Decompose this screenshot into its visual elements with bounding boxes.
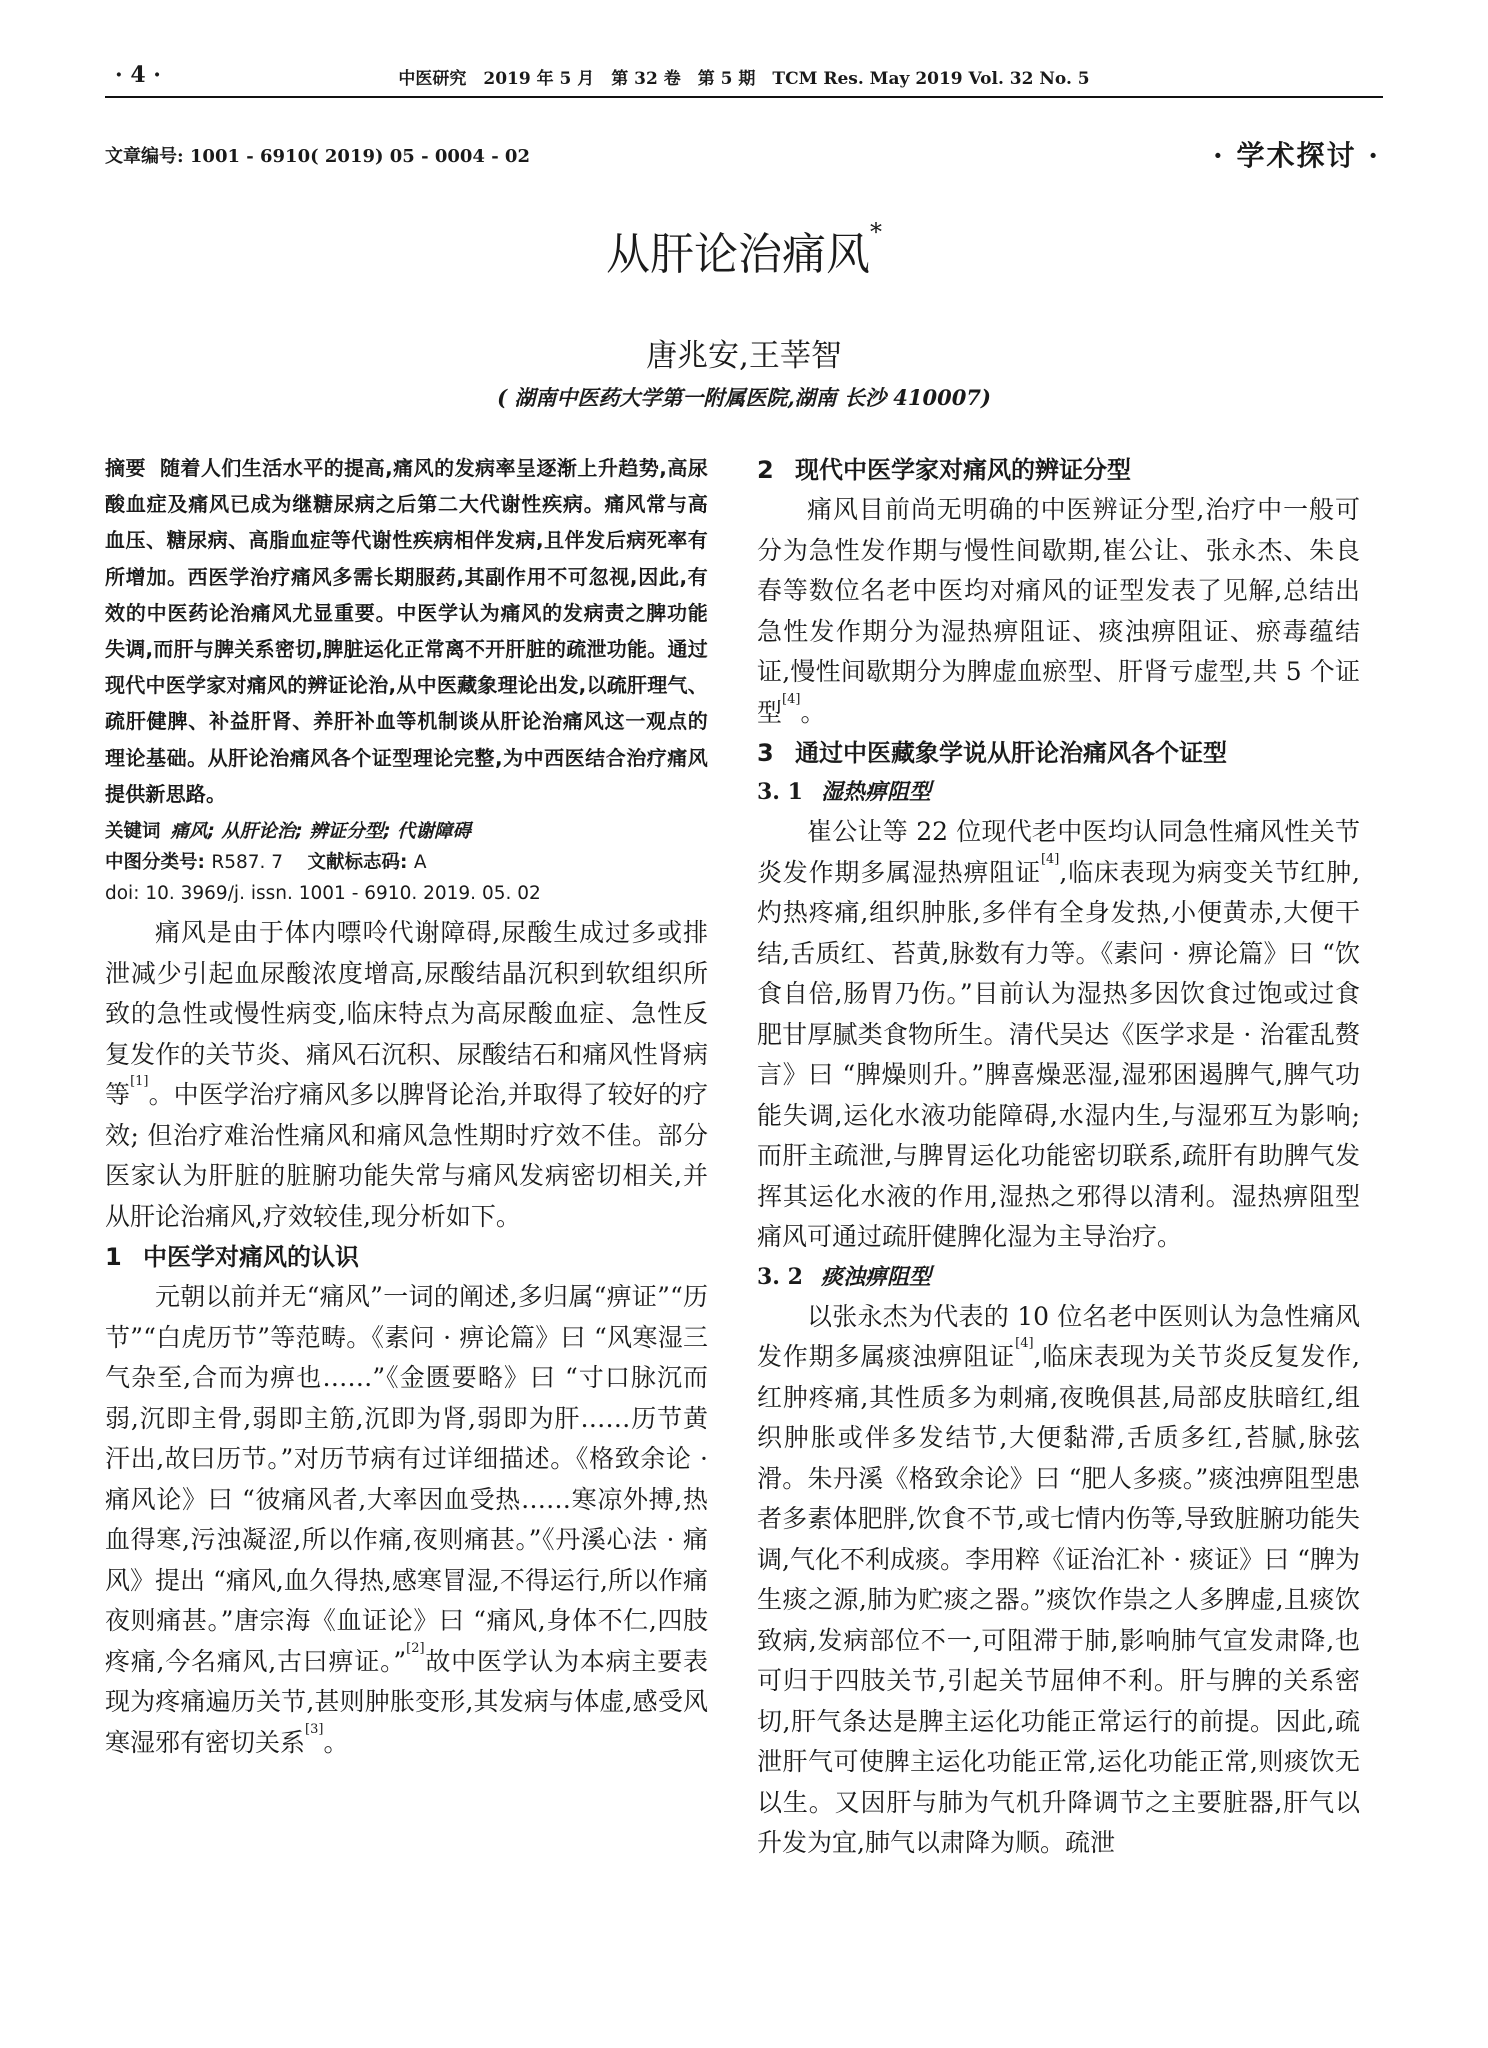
left-body [105,913,708,1763]
column-tag: · 学术探讨 · [1213,139,1380,172]
citation: [2] [406,1640,425,1656]
section-number: 3 [757,739,774,767]
article-number: 文章编号: 1001 - 6910( 2019) 05 - 0004 - 02 [105,146,530,167]
authors: 唐兆安,王莘智 [646,338,842,374]
subsection-number: 3. 2 [757,1263,803,1290]
citation: [3] [305,1721,324,1737]
section-number: 1 [105,1243,122,1272]
citation: [4] [1040,851,1060,867]
sub32-text-a: 以张永杰为代表的 10 位名老中医则认为急性痛风发作期多属痰浊痹阻证 [757,1301,1360,1371]
abstract-text: 随着人们生活水平的提高,痛风的发病率呈逐渐上升趋势,高尿酸血症及痛风已成为继糖尿病之后第二大代谢性疾病。痛风常与高血压、糖尿病、高脂血症等代谢性疾病相伴发病,且伴发后病死率有所增加。西医学治疗痛风多需长期服药,其副作用不可忽视,因此,有效的中医药论治痛风尤显重要。中医学认为痛风的发病责之脾功能失调,而肝与脾关系密切,脾脏运化正常离不开肝脏的疏泄功能。通过现代中医学家对痛风的辨证论治,从中医藏象理论出发,以疏肝理气、疏肝健脾、补益肝肾、养肝补血等机制谈从肝论治痛风这一观点的理论基础。从肝论治痛风各个证型理论完整,为中西医结合治疗痛风提供新思路。 [105,456,709,806]
section-title: 通过中医藏象学说从肝论治痛风各个证型 [795,739,1227,767]
right-column [757,450,1360,1864]
subsection-title: 湿热痹阻型 [821,779,932,805]
sec1-text-b: 故中医学认为本病主要表现为疼痛遍历关节,甚则肿胀变形,其发病与体虚,感受风寒湿邪有密切关系 [105,1646,708,1757]
intro-paragraph [105,913,708,1237]
section-title: 现代中医学家对痛风的辨证分型 [795,456,1131,484]
subsection-3-2-paragraph [757,1297,1360,1864]
affiliation: ( 湖南中医药大学第一附属医院,湖南 长沙 410007) [497,385,991,410]
subsection-heading-3-1 [757,773,1360,812]
classification [105,847,708,878]
subsection-number: 3. 1 [757,779,803,805]
abstract [105,450,708,812]
section-1-paragraph [105,1277,708,1763]
citation: [4] [1015,1336,1034,1351]
keywords-text: 痛风; 从肝论治; 辨证分型; 代谢障碍 [170,821,472,843]
section-heading-2 [757,450,1360,490]
abstract-label: 摘要 [105,456,146,480]
paper-title [0,218,1488,282]
subsection-title: 痰浊痹阻型 [821,1263,932,1290]
doi: doi: 10. 3969/j. issn. 1001 - 6910. 2019. 05. 02 [105,883,541,905]
sub32-text-b: ,临床表现为关节炎反复发作,红肿疼痛,其性质多为刺痛,夜晚俱甚,局部皮肤暗红,组织肿胀或伴多发结节,大便黏滞,舌质多红,苔腻,脉弦滑。朱丹溪《格致余论》曰 “肥人多痰。”痰浊痹阻型患者多素体肥胖,饮食不节,或七情内伤等,导致脏腑功能失调,气化不利成痰。李用粹《证治汇补 · 痰证》曰 “脾为生痰之源,肺为贮痰之器。”痰饮作祟之人多脾虚,且痰饮致病,发病部位不一,可阻滞于肺,影响肺气宣发肃降,也可归于四肢关节,引起关节屈伸不利。肝与脾的关系密切,肝气条达是脾主运化功能正常运行的前提。因此,疏泄肝气可使脾主运化功能正常,运化功能正常,则痰饮无以生。又因肝与肺为气机升降调节之主要脏器,肝气以升发为宜,肺气以肃降为顺。疏泄 [757,1342,1360,1857]
section-number: 2 [757,456,774,484]
keywords [105,816,708,847]
running-header [105,58,1383,98]
page-number: · 4 · [115,62,161,88]
section-title: 中医学对痛风的认识 [143,1243,359,1272]
title-text: 从肝论治痛风 [606,229,870,280]
sub31-text-b: ,临床表现为病变关节红肿,灼热疼痛,组织肿胀,多伴有全身发热,小便黄赤,大便干结,舌质红、苔黄,脉数有力等。《素问 · 痹论篇》曰 “饮食自倍,肠胃乃伤。”目前认为湿热多因饮食过饱或过食肥甘厚腻类食物所生。清代吴达《医学求是 · 治霍乱赘言》曰 “脾燥则升。”脾喜燥恶湿,湿邪困遏脾气,脾气功能失调,运化水液功能障碍,水湿内生,与湿邪互为影响; 而肝主疏泄,与脾胃运化功能密切联系,疏肝有助脾气发挥其运化水液的作用,湿热之邪得以清利。湿热痹阻型痛风可通过疏肝健脾化湿为主导治疗。 [757,857,1360,1251]
title-footnote-mark: * [870,218,882,246]
subsection-3-1-paragraph [757,812,1360,1258]
intro-text-a: 痛风是由于体内嘌呤代谢障碍,尿酸生成过多或排泄减少引起血尿酸浓度增高,尿酸结晶沉积到软组织所致的急性或慢性病变,临床特点为高尿酸血症、急性反复发作的关节炎、痛风石沉积、尿酸结石和痛风性肾病等 [105,918,708,1110]
sec2-text-b: 。 [800,697,826,727]
keywords-label: 关键词 [105,821,161,843]
clc-value: R587. 7 [211,852,284,874]
doc-code-label: 文献标志码: [307,852,408,874]
sec1-text-a: 元朝以前并无“痛风”一词的阐述,多归属“痹证”“历节”“白虎历节”等范畴。《素问 · 痹论篇》曰 “风寒湿三气杂至,合而为痹也……”《金匮要略》曰 “寸口脉沉而弱,沉即主骨,弱即主筋,沉即为肾,弱即为肝……历节黄汗出,故曰历节。”对历节病有过详细描述。《格致余论 · 痛风论》曰 “彼痛风者,大率因血受热……寒凉外搏,热血得寒,污浊凝涩,所以作痛,夜则痛甚。”《丹溪心法 · 痛风》提出 “痛风,血久得热,感寒冒湿,不得运行,所以作痛夜则痛甚。”唐宗海《血证论》曰 “痛风,身体不仁,四肢疼痛,今名痛风,古曰痹证。” [105,1282,708,1676]
doc-code-value: A [413,852,427,874]
section-2-paragraph [757,490,1360,733]
journal-info: 中医研究 2019 年 5 月 第 32 卷 第 5 期 TCM Res. May 2019 Vol. 32 No. 5 [398,69,1090,89]
citation: [4] [782,691,801,707]
citation: [1] [130,1074,149,1090]
intro-text-b: 。中医学治疗痛风多以脾肾论治,并取得了较好的疗效; 但治疗难治性痛风和痛风急性期时疗效不佳。部分医家认为肝脏的脏腑功能失常与痛风发病密切相关,并从肝论治痛风,疗效较佳,现分析如下。 [105,1080,708,1231]
sec1-text-c: 。 [323,1727,349,1757]
clc-label: 中图分类号: [105,852,205,874]
sec2-text-a: 痛风目前尚无明确的中医辨证分型,治疗中一般可分为急性发作期与慢性间歇期,崔公让、张永杰、朱良春等数位名老中医均对痛风的证型发表了见解,总结出急性发作期分为湿热痹阻证、痰浊痹阻证、瘀毒蕴结证,慢性间歇期分为脾虚血瘀型、肝肾亏虚型,共 5 个证型 [757,495,1360,727]
subsection-heading-3-2 [757,1258,1360,1297]
sub31-text-a: 崔公让等 22 位现代老中医均认同急性痛风性关节炎发作期多属湿热痹阻证 [757,817,1360,887]
section-heading-3 [757,733,1360,773]
section-heading-1 [105,1237,708,1277]
left-column [105,450,708,1763]
